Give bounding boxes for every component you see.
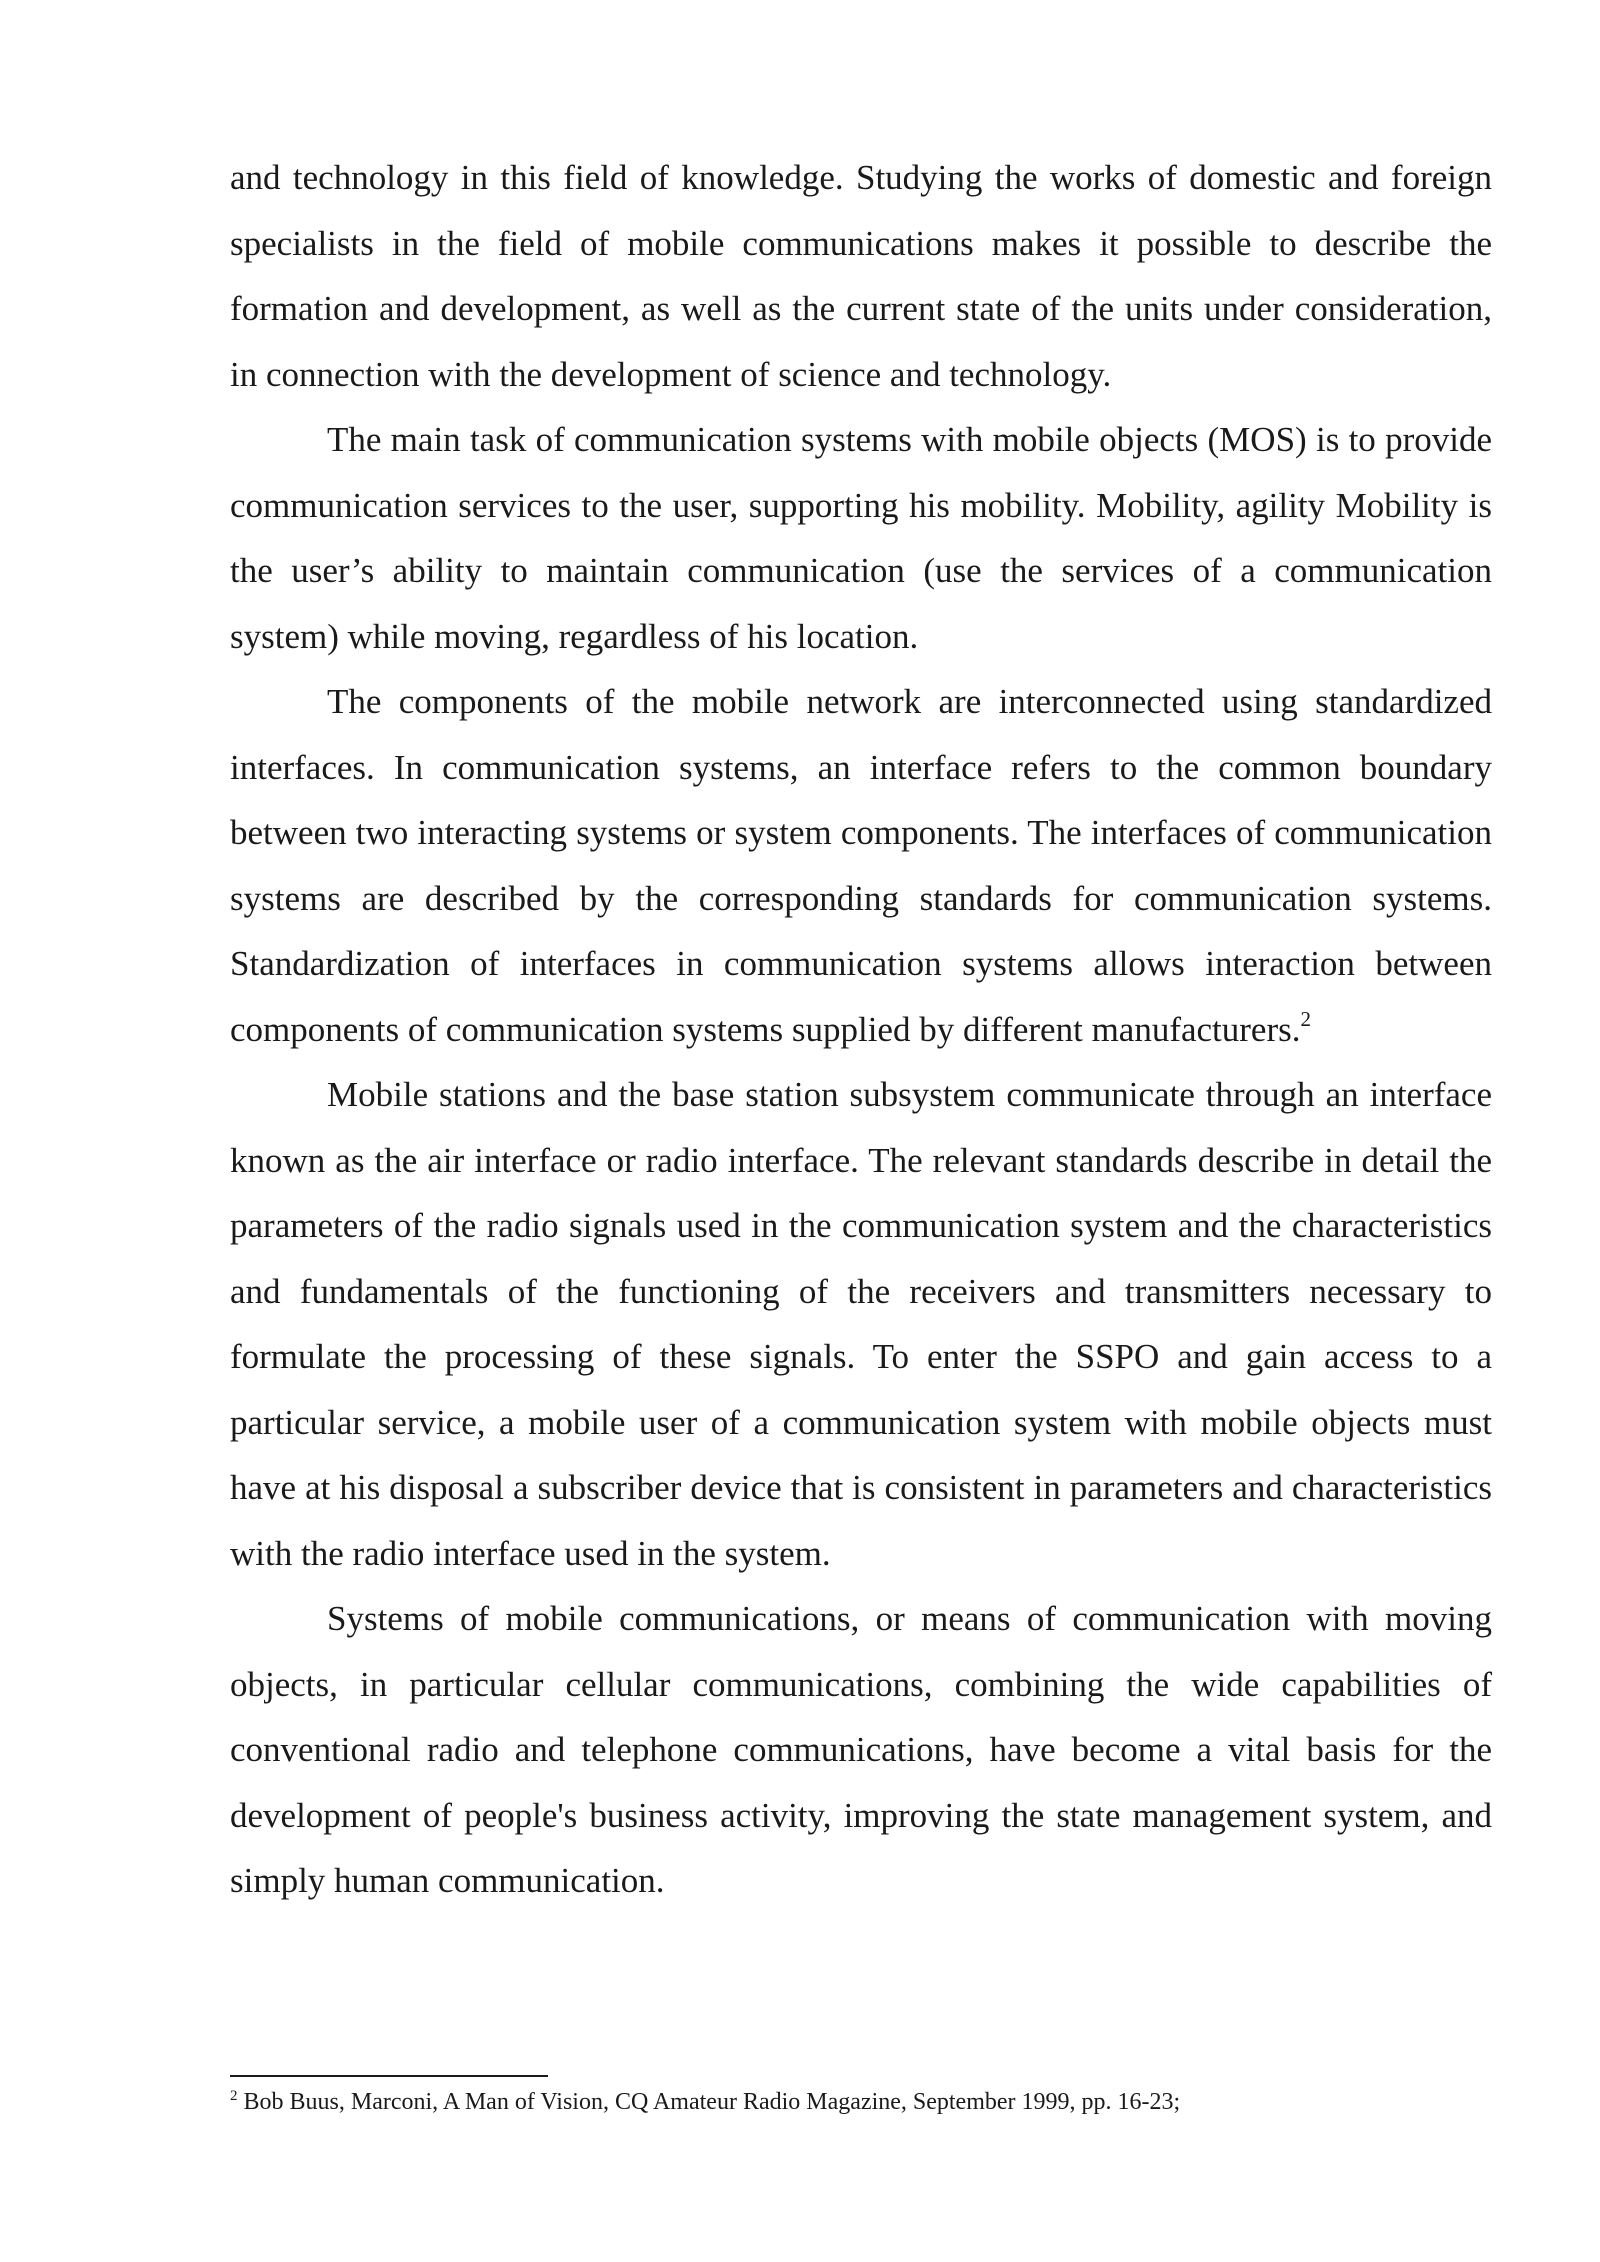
paragraph-mobile-systems [230,1586,1492,1914]
paragraph-mos-task [230,407,1492,669]
paragraph-text: Mobile stations and the base station subsystem communicate through an interface known as the air interface or radio interface. The relevant standards describe in detail the parameters of the radio signals used in the communication system and the characteristics and fundamentals of the functioning of the receivers and transmitters necessary to formulate the processing of these signals. To enter the SSPO and gain access to a particular service, a mobile user of a communication system with mobile objects must have at his disposal a subscriber device that is consistent in parameters and characteristics with the radio interface used in the system. [230,1075,1492,1573]
footnote-number: 2 [230,2088,238,2104]
paragraph-text: The main task of communication systems with mobile objects (MOS) is to provide communication services to the user, supporting his mobility. Mobility, agility Mobility is the user’s ability to maintain communication (use the services of a communication system) while moving, regardless of his location. [230,420,1492,656]
paragraph-text: Systems of mobile communications, or means of communication with moving objects, in particular cellular communications, combining the wide capabilities of conventional radio and telephone communications, have become a vital basis for the development of people's business activity, improving the state management system, and simply human communication. [230,1599,1492,1900]
paragraph-continuation [230,145,1492,407]
document-body [230,145,1492,1914]
paragraph-text: and technology in this field of knowledge. Studying the works of domestic and foreign specialists in the field of mobile communications makes it possible to describe the formation and development, as well as the current state of the units under consideration, in connection with the development of science and technology. [230,158,1492,394]
paragraph-interfaces [230,669,1492,1062]
footnote [230,2085,1492,2119]
footnote-reference[interactable]: 2 [1300,1006,1311,1031]
paragraph-text: The components of the mobile network are interconnected using standardized interfaces. In communication systems, an interface refers to the common boundary between two interacting systems or system components. The interfaces of communication systems are described by the corresponding standards for communication systems. Standardization of interfaces in communication systems allows interaction between components of communication systems supplied by different manufacturers. [230,682,1492,1049]
footnote-text: Bob Buus, Marconi, A Man of Vision, CQ Amateur Radio Magazine, September 1999, pp. 16-23; [237,2089,1181,2115]
paragraph-air-interface [230,1062,1492,1586]
footnote-separator [230,2075,548,2077]
